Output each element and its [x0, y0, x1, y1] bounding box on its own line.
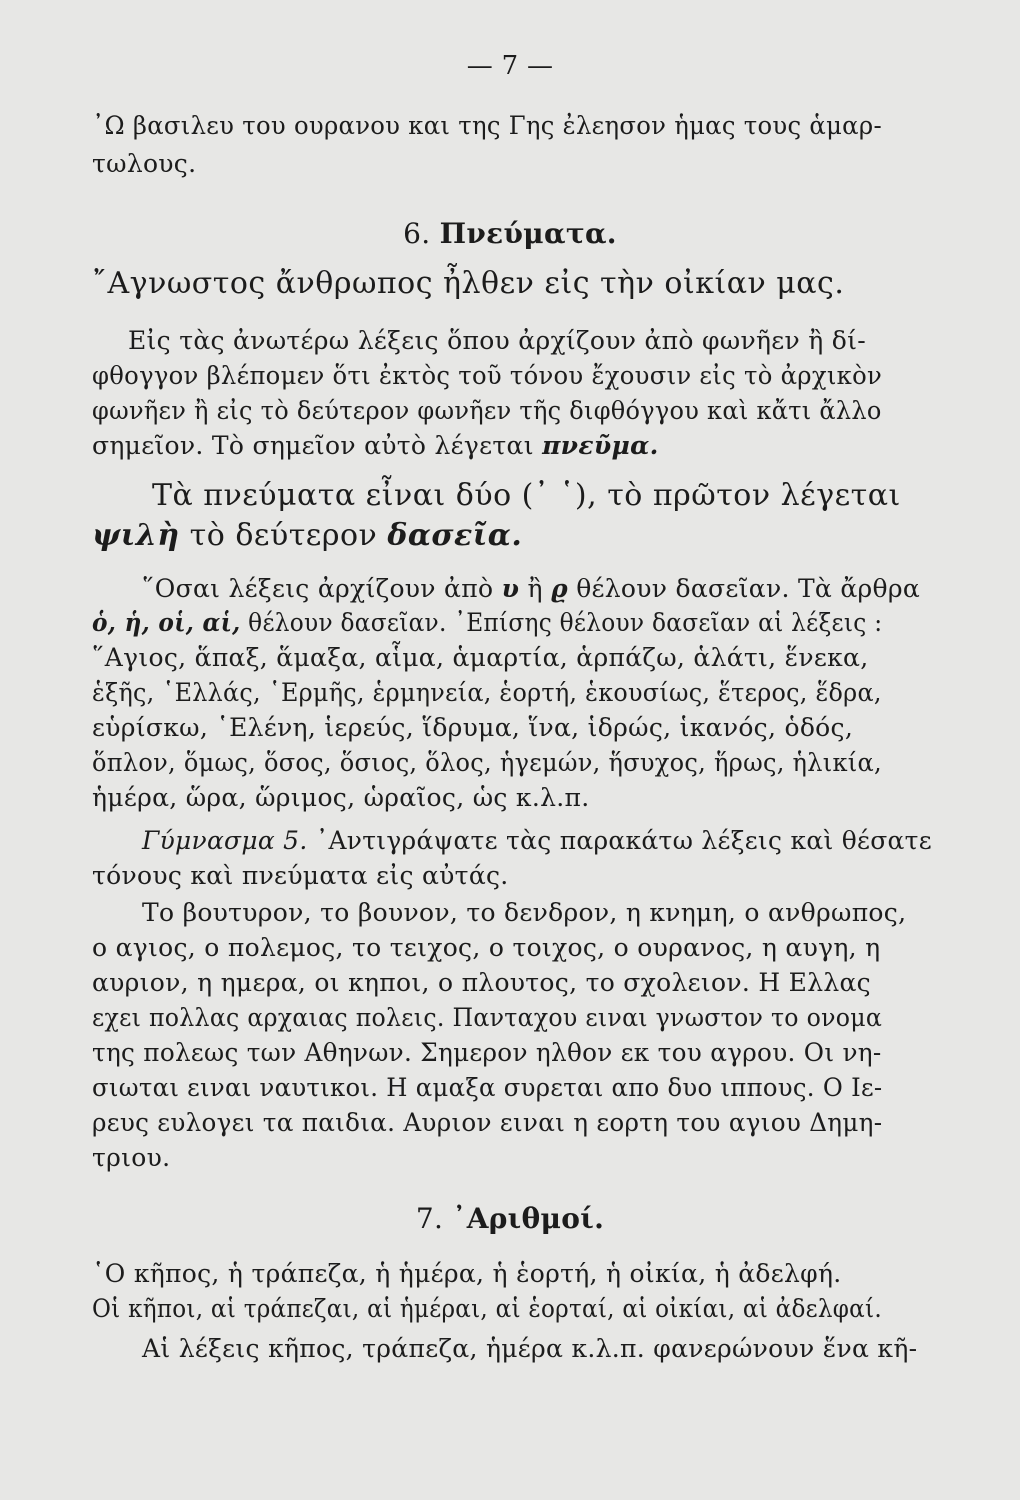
text-line: εχει πολλας αρχαιας πολεις. Πανταχου ειναι γνωστον το ονομα — [92, 1003, 883, 1032]
term-emphasis: ϱ — [551, 574, 568, 603]
text-line: ῾Ο κῆπος, ἡ τράπεζα, ἡ ἡμέρα, ἡ ἑορτή, ἡ οἰκία, ἡ ἀδελφή. — [92, 1259, 842, 1288]
section-title: Πνεύματα. — [439, 217, 617, 250]
text-line: τόνους καὶ πνεύματα εἰς αὐτάς. — [92, 861, 509, 890]
term-emphasis: υ — [501, 574, 520, 603]
section-number: 7. — [415, 1202, 444, 1235]
section-heading-7 — [0, 1203, 1020, 1235]
text-line: ρευς ευλογει τα παιδια. Αυριον ειναι η εορτη του αγιου Δημη- — [92, 1108, 883, 1137]
term-emphasis: δασεῖα. — [387, 518, 523, 553]
text-line: Τὰ πνεύματα εἶναι δύο (᾿ ῾), τὸ πρῶτον λέγεται — [152, 478, 901, 513]
text-line: Αἱ λέξεις κῆπος, τράπεζα, ἡμέρα κ.λ.π. φανερώνουν ἕνα κῆ- — [142, 1334, 918, 1363]
text-line: Το βουτυρον, το βουνον, το δενδρον, η κνημη, ο ανθρωπος, — [142, 898, 907, 927]
text-line: ἑξῆς, ῾Ελλάς, ῾Ερμῆς, ἑρμηνεία, ἑορτή, ἑκουσίως, ἕτερος, ἕδρα, — [92, 678, 882, 707]
text-line: ῎Αγνωστος ἄνθρωπος ἦλθεν εἰς τὴν οἰκίαν μας. — [92, 266, 845, 301]
text-line: φωνῆεν ἢ εἰς τὸ δεύτερον φωνῆεν τῆς διφθόγγου καὶ κἄτι ἄλλο — [92, 396, 882, 425]
section-title: ᾿Αριθμοί. — [452, 1202, 605, 1235]
text-line — [142, 573, 920, 605]
term-emphasis: ψιλὴ — [92, 518, 180, 553]
text-line: ο αγιος, ο πολεμος, το τειχος, ο τοιχος, ο ουρανος, η αυγη, η — [92, 933, 881, 962]
text-run: ῞Οσαι λέξεις ἀρχίζουν ἀπὸ — [142, 574, 494, 603]
text-run: θέλουν δασεῖαν. ᾿Επίσης θέλουν δασεῖαν αἱ λέξεις : — [248, 608, 883, 637]
page-number: — 7 — — [466, 51, 554, 81]
text-run: ᾿Αντιγράψατε τὰς παρακάτω λέξεις καὶ θέσατε — [315, 826, 932, 855]
text-line: Οἱ κῆποι, αἱ τράπεζαι, αἱ ἡμέραι, αἱ ἑορταί, αἱ οἰκίαι, αἱ ἀδελφαί. — [92, 1294, 882, 1323]
text-line: Εἰς τὰς ἀνωτέρω λέξεις ὅπου ἀρχίζουν ἀπὸ φωνῆεν ἢ δί- — [128, 326, 866, 355]
text-run: ἢ — [527, 574, 543, 603]
text-line: της πολεως των Αθηνων. Σημερον ηλθον εκ του αγρου. Οι νη- — [92, 1038, 882, 1067]
text-line: ὅπλον, ὅμως, ὅσος, ὅσιος, ὅλος, ἡγεμών, ἥσυχος, ἥρως, ἡλικία, — [92, 748, 882, 777]
section-number: 6. — [403, 217, 431, 250]
text-run: θέλουν δασεῖαν. Τὰ ἄρθρα — [576, 574, 921, 603]
text-line: τριου. — [92, 1143, 171, 1172]
section-heading-6 — [0, 218, 1020, 250]
text-line — [142, 825, 932, 857]
text-run: σημεῖον. Τὸ σημεῖον αὐτὸ λέγεται — [92, 431, 534, 460]
text-line: αυριον, η ημερα, οι κηποι, ο πλουτος, το σχολειον. Η Ελλας — [92, 968, 871, 997]
text-line: εὑρίσκω, ῾Ελένη, ἱερεύς, ἵδρυμα, ἵνα, ἱδρώς, ἱκανός, ὁδός, — [92, 713, 854, 742]
text-line: τωλους. — [92, 149, 197, 178]
text-line: ἡμέρα, ὥρα, ὥριμος, ὡραῖος, ὡς κ.λ.π. — [92, 783, 590, 812]
text-line — [92, 607, 882, 639]
text-run: τὸ δεύτερον — [189, 518, 378, 553]
text-line: ᾿Ω βασιλευ του ουρανου και της Γης ἐλεησον ἡμας τους ἁμαρ- — [92, 111, 882, 140]
text-line — [92, 430, 659, 462]
text-line: φθογγον βλέπομεν ὅτι ἐκτὸς τοῦ τόνου ἔχουσιν εἰς τὸ ἀρχικὸν — [92, 361, 883, 390]
text-line — [92, 520, 522, 552]
text-line: σιωται ειναι ναυτικοι. Η αμαξα συρεται απο δυο ιππους. Ο Ιε- — [92, 1073, 883, 1102]
term-emphasis: ὁ, ἡ, οἱ, αἱ, — [92, 608, 241, 637]
exercise-label: Γύμνασμα 5. — [142, 826, 308, 855]
text-line: ῞Αγιος, ἅπαξ, ἅμαξα, αἷμα, ἁμαρτία, ἁρπάζω, ἁλάτι, ἕνεκα, — [92, 643, 869, 672]
term-emphasis: πνεῦμα. — [542, 431, 659, 460]
